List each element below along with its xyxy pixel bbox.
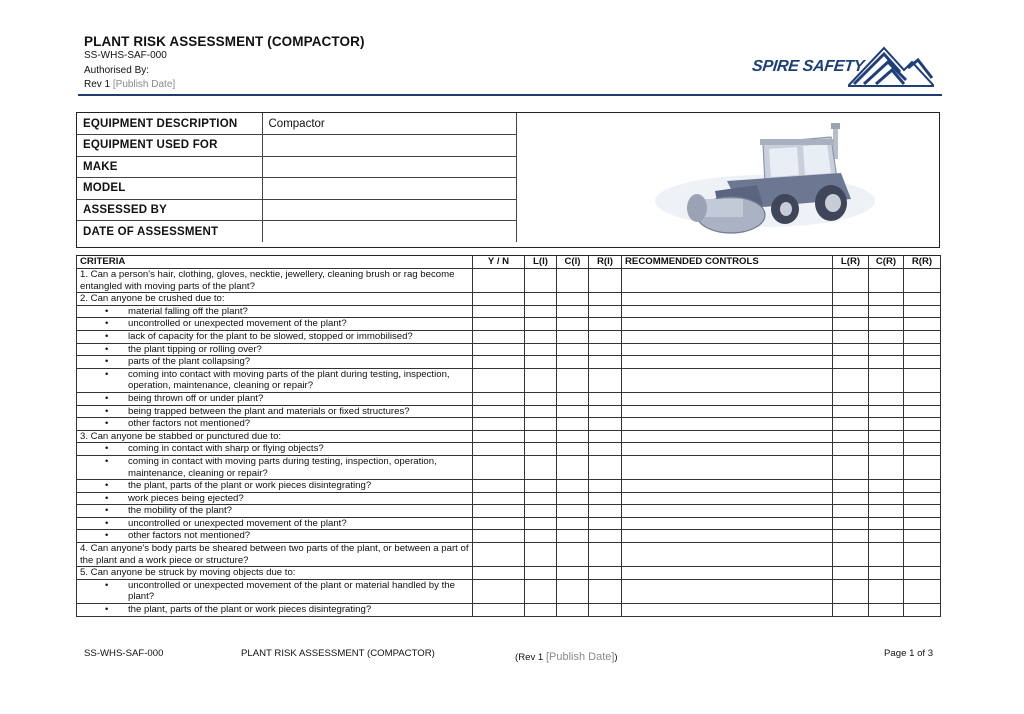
consequence-residual-cell[interactable] — [869, 443, 904, 456]
consequence-initial-header: C(I) — [557, 256, 589, 269]
yn-cell[interactable] — [473, 418, 525, 431]
risk-criteria-table — [76, 255, 941, 617]
criteria-subitem: • uncontrolled or unexpected movement of the plant or material handled by the plant? — [77, 579, 473, 603]
consequence-initial-cell[interactable] — [557, 543, 589, 567]
equipment-row — [77, 113, 516, 135]
risk-initial-cell[interactable] — [589, 269, 622, 293]
table-row — [77, 443, 941, 456]
criteria-subitem: • being trapped between the plant and materials or fixed structures? — [77, 405, 473, 418]
likelihood-initial-cell[interactable] — [525, 269, 557, 293]
consequence-initial-cell[interactable] — [557, 455, 589, 479]
table-row — [77, 567, 941, 580]
consequence-residual-cell[interactable] — [869, 505, 904, 518]
risk-initial-cell[interactable] — [589, 492, 622, 505]
risk-residual-cell[interactable] — [904, 330, 941, 343]
likelihood-initial-cell[interactable] — [525, 505, 557, 518]
likelihood-initial-cell[interactable] — [525, 480, 557, 493]
criteria-subitem: • other factors not mentioned? — [77, 530, 473, 543]
criteria-subitem: • the plant, parts of the plant or work pieces disintegrating? — [77, 480, 473, 493]
likelihood-initial-cell[interactable] — [525, 318, 557, 331]
likelihood-residual-cell[interactable] — [833, 405, 869, 418]
table-row — [77, 405, 941, 418]
revision-number: Rev 1 — [84, 79, 111, 90]
risk-residual-cell[interactable] — [904, 368, 941, 392]
risk-residual-cell[interactable] — [904, 604, 941, 617]
likelihood-residual-cell[interactable] — [833, 418, 869, 431]
yn-cell[interactable] — [473, 392, 525, 405]
table-row — [77, 343, 941, 356]
yn-cell[interactable] — [473, 269, 525, 293]
likelihood-initial-cell[interactable] — [525, 455, 557, 479]
table-row — [77, 392, 941, 405]
likelihood-residual-cell[interactable] — [833, 293, 869, 306]
criteria-subitem: • coming into contact with moving parts of the plant during testing, inspection, operation, maintenance, cleaning or repair? — [77, 368, 473, 392]
consequence-residual-cell[interactable] — [869, 480, 904, 493]
footer-rev-close: ) — [614, 652, 618, 663]
likelihood-residual-cell[interactable] — [833, 567, 869, 580]
yn-cell[interactable] — [473, 530, 525, 543]
risk-residual-cell[interactable] — [904, 455, 941, 479]
risk-residual-cell[interactable] — [904, 567, 941, 580]
consequence-initial-cell[interactable] — [557, 269, 589, 293]
risk-residual-cell[interactable] — [904, 318, 941, 331]
yn-cell[interactable] — [473, 356, 525, 369]
consequence-initial-cell[interactable] — [557, 418, 589, 431]
recommended-controls-cell[interactable] — [622, 480, 833, 493]
criteria-subitem: • the plant tipping or rolling over? — [77, 343, 473, 356]
risk-initial-cell[interactable] — [589, 405, 622, 418]
recommended-controls-cell[interactable] — [622, 505, 833, 518]
consequence-residual-cell[interactable] — [869, 430, 904, 443]
recommended-controls-cell[interactable] — [622, 405, 833, 418]
criteria-question: 1. Can a person's hair, clothing, gloves, necktie, jewellery, cleaning brush or rag become entangled with moving parts of the plant? — [77, 269, 473, 293]
recommended-controls-cell[interactable] — [622, 356, 833, 369]
consequence-residual-cell[interactable] — [869, 318, 904, 331]
likelihood-initial-cell[interactable] — [525, 418, 557, 431]
consequence-residual-cell[interactable] — [869, 492, 904, 505]
recommended-controls-cell[interactable] — [622, 418, 833, 431]
recommended-controls-cell[interactable] — [622, 604, 833, 617]
equipment-field-value[interactable] — [262, 221, 516, 243]
risk-initial-cell[interactable] — [589, 430, 622, 443]
equipment-row — [77, 199, 516, 221]
criteria-subitem: • lack of capacity for the plant to be slowed, stopped or immobilised? — [77, 330, 473, 343]
equipment-field-label: ASSESSED BY — [77, 199, 262, 221]
risk-initial-cell[interactable] — [589, 505, 622, 518]
likelihood-initial-header: L(I) — [525, 256, 557, 269]
footer-rev-open: (Rev 1 — [515, 652, 544, 663]
consequence-initial-cell[interactable] — [557, 293, 589, 306]
recommended-controls-cell[interactable] — [622, 305, 833, 318]
consequence-initial-cell[interactable] — [557, 443, 589, 456]
likelihood-residual-cell[interactable] — [833, 392, 869, 405]
consequence-residual-cell[interactable] — [869, 418, 904, 431]
yn-cell[interactable] — [473, 567, 525, 580]
risk-initial-cell[interactable] — [589, 330, 622, 343]
consequence-initial-cell[interactable] — [557, 505, 589, 518]
likelihood-residual-cell[interactable] — [833, 505, 869, 518]
likelihood-initial-cell[interactable] — [525, 392, 557, 405]
likelihood-initial-cell[interactable] — [525, 517, 557, 530]
revision-line — [84, 79, 175, 90]
recommended-controls-cell[interactable] — [622, 392, 833, 405]
equipment-field-label: EQUIPMENT USED FOR — [77, 135, 262, 157]
consequence-initial-cell[interactable] — [557, 318, 589, 331]
likelihood-residual-cell[interactable] — [833, 356, 869, 369]
likelihood-initial-cell[interactable] — [525, 567, 557, 580]
risk-residual-cell[interactable] — [904, 418, 941, 431]
likelihood-residual-header: L(R) — [833, 256, 869, 269]
likelihood-residual-cell[interactable] — [833, 368, 869, 392]
consequence-initial-cell[interactable] — [557, 579, 589, 603]
table-row — [77, 305, 941, 318]
likelihood-initial-cell[interactable] — [525, 405, 557, 418]
risk-initial-cell[interactable] — [589, 356, 622, 369]
yn-cell[interactable] — [473, 517, 525, 530]
table-row — [77, 517, 941, 530]
risk-initial-cell[interactable] — [589, 368, 622, 392]
risk-residual-cell[interactable] — [904, 492, 941, 505]
consequence-initial-cell[interactable] — [557, 330, 589, 343]
yn-cell[interactable] — [473, 405, 525, 418]
yn-cell[interactable] — [473, 305, 525, 318]
yn-cell[interactable] — [473, 430, 525, 443]
equipment-field-label: EQUIPMENT DESCRIPTION — [77, 113, 262, 135]
criteria-header: CRITERIA — [77, 256, 473, 269]
likelihood-residual-cell[interactable] — [833, 492, 869, 505]
consequence-residual-cell[interactable] — [869, 455, 904, 479]
likelihood-residual-cell[interactable] — [833, 543, 869, 567]
risk-initial-cell[interactable] — [589, 392, 622, 405]
likelihood-residual-cell[interactable] — [833, 305, 869, 318]
likelihood-initial-cell[interactable] — [525, 530, 557, 543]
risk-initial-cell[interactable] — [589, 530, 622, 543]
risk-residual-cell[interactable] — [904, 543, 941, 567]
yn-cell[interactable] — [473, 443, 525, 456]
road-roller-illustration — [645, 119, 885, 243]
table-row — [77, 368, 941, 392]
likelihood-initial-cell[interactable] — [525, 579, 557, 603]
risk-initial-cell[interactable] — [589, 443, 622, 456]
criteria-question: 2. Can anyone be crushed due to: — [77, 293, 473, 306]
yn-cell[interactable] — [473, 604, 525, 617]
yn-cell[interactable] — [473, 492, 525, 505]
recommended-controls-cell[interactable] — [622, 430, 833, 443]
recommended-controls-cell[interactable] — [622, 567, 833, 580]
table-row — [77, 269, 941, 293]
criteria-subitem: • coming in contact with sharp or flying objects? — [77, 443, 473, 456]
likelihood-residual-cell[interactable] — [833, 530, 869, 543]
consequence-initial-cell[interactable] — [557, 567, 589, 580]
consequence-initial-cell[interactable] — [557, 343, 589, 356]
recommended-controls-cell[interactable] — [622, 330, 833, 343]
consequence-initial-cell[interactable] — [557, 530, 589, 543]
consequence-residual-cell[interactable] — [869, 579, 904, 603]
likelihood-initial-cell[interactable] — [525, 330, 557, 343]
table-row — [77, 579, 941, 603]
consequence-residual-cell[interactable] — [869, 543, 904, 567]
likelihood-residual-cell[interactable] — [833, 455, 869, 479]
consequence-initial-cell[interactable] — [557, 430, 589, 443]
risk-residual-cell[interactable] — [904, 530, 941, 543]
likelihood-residual-cell[interactable] — [833, 318, 869, 331]
criteria-subitem: • the mobility of the plant? — [77, 505, 473, 518]
risk-initial-cell[interactable] — [589, 480, 622, 493]
criteria-subitem: • coming in contact with moving parts during testing, inspection, operation, maintenance, cleaning or repair? — [77, 455, 473, 479]
authorised-by: Authorised By: — [84, 65, 150, 76]
likelihood-residual-cell[interactable] — [833, 330, 869, 343]
risk-initial-cell[interactable] — [589, 543, 622, 567]
consequence-residual-cell[interactable] — [869, 392, 904, 405]
likelihood-initial-cell[interactable] — [525, 543, 557, 567]
likelihood-residual-cell[interactable] — [833, 430, 869, 443]
footer-title: PLANT RISK ASSESSMENT (COMPACTOR) — [241, 648, 435, 659]
consequence-residual-cell[interactable] — [869, 305, 904, 318]
risk-initial-cell[interactable] — [589, 579, 622, 603]
table-row — [77, 455, 941, 479]
risk-initial-cell[interactable] — [589, 567, 622, 580]
table-row — [77, 318, 941, 331]
consequence-initial-cell[interactable] — [557, 492, 589, 505]
yn-cell[interactable] — [473, 343, 525, 356]
criteria-subitem: • other factors not mentioned? — [77, 418, 473, 431]
consequence-initial-cell[interactable] — [557, 392, 589, 405]
risk-residual-cell[interactable] — [904, 443, 941, 456]
recommended-controls-cell[interactable] — [622, 368, 833, 392]
likelihood-initial-cell[interactable] — [525, 293, 557, 306]
table-row — [77, 330, 941, 343]
consequence-initial-cell[interactable] — [557, 356, 589, 369]
criteria-subitem: • uncontrolled or unexpected movement of the plant? — [77, 318, 473, 331]
likelihood-initial-cell[interactable] — [525, 356, 557, 369]
criteria-subitem: • work pieces being ejected? — [77, 492, 473, 505]
yn-cell[interactable] — [473, 505, 525, 518]
risk-residual-cell[interactable] — [904, 343, 941, 356]
criteria-subitem: • being thrown off or under plant? — [77, 392, 473, 405]
likelihood-initial-cell[interactable] — [525, 443, 557, 456]
criteria-subitem: • the plant, parts of the plant or work pieces disintegrating? — [77, 604, 473, 617]
consequence-residual-header: C(R) — [869, 256, 904, 269]
recommended-controls-cell[interactable] — [622, 517, 833, 530]
consequence-residual-cell[interactable] — [869, 604, 904, 617]
recommended-controls-cell[interactable] — [622, 455, 833, 479]
equipment-section — [76, 112, 940, 248]
table-row — [77, 418, 941, 431]
consequence-initial-cell[interactable] — [557, 405, 589, 418]
equipment-field-label: MAKE — [77, 156, 262, 178]
risk-residual-cell[interactable] — [904, 392, 941, 405]
consequence-residual-cell[interactable] — [869, 356, 904, 369]
consequence-initial-cell[interactable] — [557, 604, 589, 617]
risk-initial-cell[interactable] — [589, 418, 622, 431]
likelihood-residual-cell[interactable] — [833, 604, 869, 617]
recommended-controls-cell[interactable] — [622, 530, 833, 543]
likelihood-residual-cell[interactable] — [833, 443, 869, 456]
yn-cell[interactable] — [473, 368, 525, 392]
table-row — [77, 530, 941, 543]
equipment-field-value[interactable] — [262, 135, 516, 157]
equipment-row — [77, 178, 516, 200]
table-header-row — [77, 256, 941, 269]
logo-text: SPIRE SAFETY — [751, 58, 865, 75]
risk-residual-cell[interactable] — [904, 505, 941, 518]
risk-residual-cell[interactable] — [904, 579, 941, 603]
consequence-residual-cell[interactable] — [869, 517, 904, 530]
likelihood-initial-cell[interactable] — [525, 604, 557, 617]
likelihood-residual-cell[interactable] — [833, 343, 869, 356]
risk-residual-cell[interactable] — [904, 356, 941, 369]
likelihood-initial-cell[interactable] — [525, 305, 557, 318]
table-row — [77, 543, 941, 567]
criteria-subitem: • parts of the plant collapsing? — [77, 356, 473, 369]
consequence-residual-cell[interactable] — [869, 368, 904, 392]
likelihood-residual-cell[interactable] — [833, 579, 869, 603]
consequence-residual-cell[interactable] — [869, 405, 904, 418]
recommended-controls-cell[interactable] — [622, 492, 833, 505]
risk-residual-cell[interactable] — [904, 305, 941, 318]
recommended-controls-cell[interactable] — [622, 318, 833, 331]
consequence-residual-cell[interactable] — [869, 293, 904, 306]
consequence-residual-cell[interactable] — [869, 330, 904, 343]
criteria-question: 3. Can anyone be stabbed or punctured due to: — [77, 430, 473, 443]
equipment-field-label: MODEL — [77, 178, 262, 200]
risk-initial-header: R(I) — [589, 256, 622, 269]
table-row — [77, 505, 941, 518]
consequence-residual-cell[interactable] — [869, 269, 904, 293]
equipment-field-value[interactable] — [262, 178, 516, 200]
footer-code: SS-WHS-SAF-000 — [84, 648, 164, 659]
equipment-field-value[interactable]: Compactor — [262, 113, 516, 135]
risk-initial-cell[interactable] — [589, 318, 622, 331]
consequence-residual-cell[interactable] — [869, 530, 904, 543]
recommended-controls-cell[interactable] — [622, 543, 833, 567]
equipment-field-label: DATE OF ASSESSMENT — [77, 221, 262, 243]
likelihood-initial-cell[interactable] — [525, 492, 557, 505]
consequence-residual-cell[interactable] — [869, 343, 904, 356]
yn-cell[interactable] — [473, 318, 525, 331]
yn-cell[interactable] — [473, 455, 525, 479]
table-row — [77, 356, 941, 369]
consequence-initial-cell[interactable] — [557, 305, 589, 318]
table-row — [77, 293, 941, 306]
likelihood-residual-cell[interactable] — [833, 480, 869, 493]
consequence-initial-cell[interactable] — [557, 368, 589, 392]
recommended-controls-cell[interactable] — [622, 293, 833, 306]
table-row — [77, 604, 941, 617]
equipment-row — [77, 221, 516, 243]
likelihood-residual-cell[interactable] — [833, 517, 869, 530]
table-row — [77, 480, 941, 493]
table-row — [77, 492, 941, 505]
footer-revision — [515, 651, 618, 663]
recommended-controls-cell[interactable] — [622, 269, 833, 293]
yn-header: Y / N — [473, 256, 525, 269]
risk-residual-cell[interactable] — [904, 293, 941, 306]
risk-residual-header: R(R) — [904, 256, 941, 269]
yn-cell[interactable] — [473, 330, 525, 343]
criteria-question: 4. Can anyone's body parts be sheared between two parts of the plant, or between a part of the plant and a work piece or structure? — [77, 543, 473, 567]
consequence-residual-cell[interactable] — [869, 567, 904, 580]
risk-residual-cell[interactable] — [904, 269, 941, 293]
likelihood-initial-cell[interactable] — [525, 368, 557, 392]
risk-residual-cell[interactable] — [904, 517, 941, 530]
recommended-controls-cell[interactable] — [622, 443, 833, 456]
spire-safety-logo — [748, 42, 934, 88]
risk-initial-cell[interactable] — [589, 305, 622, 318]
yn-cell[interactable] — [473, 480, 525, 493]
likelihood-initial-cell[interactable] — [525, 343, 557, 356]
publish-date-placeholder: [Publish Date] — [112, 79, 176, 90]
equipment-field-value[interactable] — [262, 156, 516, 178]
consequence-initial-cell[interactable] — [557, 480, 589, 493]
likelihood-residual-cell[interactable] — [833, 269, 869, 293]
yn-cell[interactable] — [473, 579, 525, 603]
document-title: PLANT RISK ASSESSMENT (COMPACTOR) — [84, 34, 365, 49]
likelihood-initial-cell[interactable] — [525, 430, 557, 443]
document-code: SS-WHS-SAF-000 — [84, 50, 167, 61]
risk-initial-cell[interactable] — [589, 604, 622, 617]
consequence-initial-cell[interactable] — [557, 517, 589, 530]
recommended-controls-cell[interactable] — [622, 343, 833, 356]
risk-initial-cell[interactable] — [589, 343, 622, 356]
criteria-subitem: • uncontrolled or unexpected movement of the plant? — [77, 517, 473, 530]
equipment-field-value[interactable] — [262, 199, 516, 221]
recommended-controls-cell[interactable] — [622, 579, 833, 603]
mountain-logo-icon — [848, 42, 934, 88]
equipment-row — [77, 135, 516, 157]
equipment-table — [77, 113, 517, 242]
table-row — [77, 430, 941, 443]
risk-residual-cell[interactable] — [904, 430, 941, 443]
criteria-subitem: • material falling off the plant? — [77, 305, 473, 318]
risk-initial-cell[interactable] — [589, 517, 622, 530]
page-number: Page 1 of 3 — [884, 648, 934, 659]
yn-cell[interactable] — [473, 543, 525, 567]
risk-residual-cell[interactable] — [904, 405, 941, 418]
header-divider — [78, 94, 942, 96]
risk-initial-cell[interactable] — [589, 455, 622, 479]
footer-publish-date: [Publish Date] — [545, 651, 615, 663]
risk-residual-cell[interactable] — [904, 480, 941, 493]
risk-initial-cell[interactable] — [589, 293, 622, 306]
equipment-row — [77, 156, 516, 178]
yn-cell[interactable] — [473, 293, 525, 306]
recommended-controls-header: RECOMMENDED CONTROLS — [622, 256, 833, 269]
criteria-question: 5. Can anyone be struck by moving objects due to: — [77, 567, 473, 580]
